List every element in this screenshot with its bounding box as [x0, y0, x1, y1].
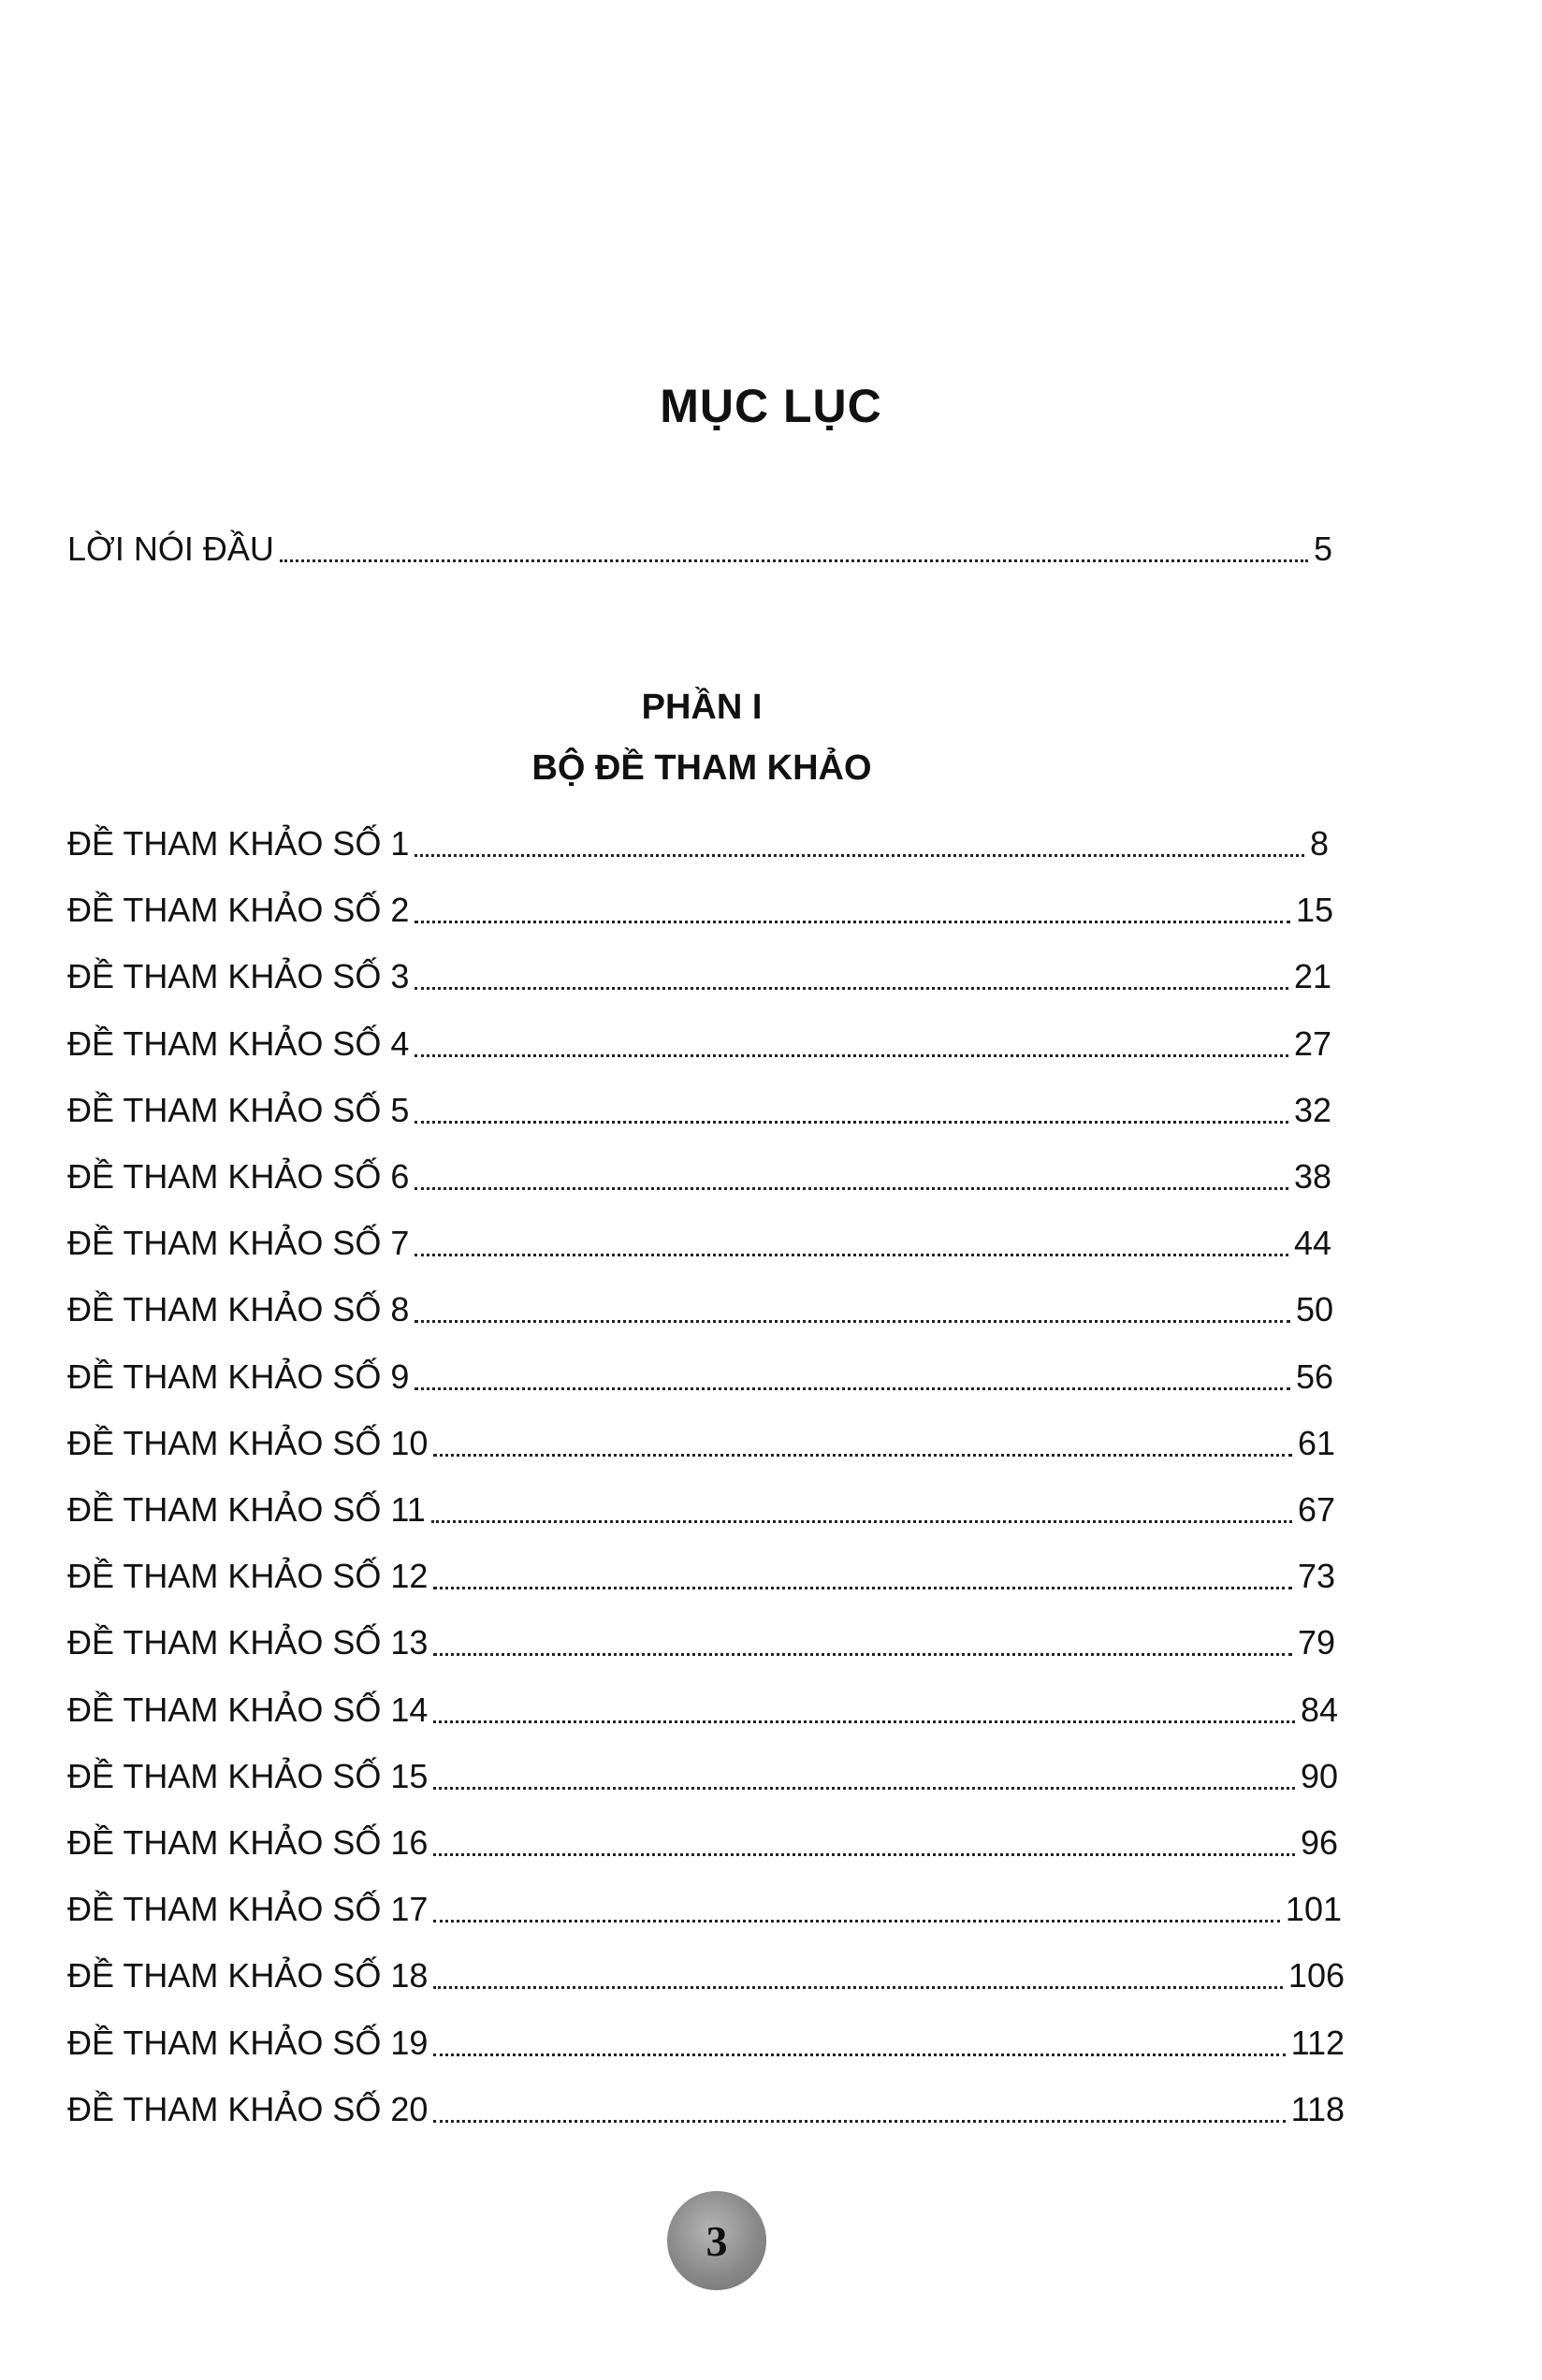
toc-entry	[67, 1822, 1338, 1864]
toc-entry	[67, 1556, 1335, 1597]
toc-entry-page: 32	[1293, 1091, 1331, 1129]
dot-leader	[415, 921, 1290, 923]
toc-entry-page: 106	[1287, 1956, 1345, 1995]
page-number-badge: 3	[667, 2191, 766, 2290]
toc-entry	[67, 1889, 1342, 1930]
toc-entry-label: ĐỀ THAM KHẢO SỐ 7	[67, 1224, 410, 1262]
toc-entry-label: ĐỀ THAM KHẢO SỐ 3	[67, 957, 410, 995]
toc-entry	[67, 1756, 1338, 1797]
toc-entry-page: 5	[1313, 530, 1332, 568]
toc-entry	[67, 1023, 1331, 1065]
toc-entry-label: ĐỀ THAM KHẢO SỐ 13	[67, 1623, 429, 1662]
dot-leader	[415, 1387, 1290, 1390]
toc-entry-page: 38	[1293, 1157, 1331, 1196]
toc-entry	[67, 1156, 1331, 1197]
toc-entry	[67, 956, 1331, 997]
dot-leader	[415, 1254, 1288, 1256]
toc-entry-page: 79	[1297, 1623, 1335, 1662]
toc-entry-preface	[67, 529, 1332, 570]
toc-entry-page: 67	[1297, 1490, 1335, 1529]
toc-entry-label: ĐỀ THAM KHẢO SỐ 5	[67, 1091, 410, 1129]
toc-entry-label: ĐỀ THAM KHẢO SỐ 12	[67, 1557, 429, 1595]
toc-entry-page: 112	[1290, 2024, 1345, 2062]
dot-leader	[433, 1787, 1295, 1790]
toc-entry	[67, 1090, 1331, 1131]
toc-entry-page: 84	[1300, 1691, 1338, 1729]
toc-entry-page: 44	[1293, 1224, 1331, 1262]
dot-leader	[415, 854, 1304, 857]
dot-leader	[433, 1587, 1292, 1589]
toc-entry	[67, 2089, 1345, 2130]
toc-entry-label: ĐỀ THAM KHẢO SỐ 9	[67, 1357, 410, 1396]
dot-leader	[433, 2053, 1285, 2056]
toc-entry	[67, 1489, 1335, 1531]
toc-entry-label: ĐỀ THAM KHẢO SỐ 18	[67, 1956, 429, 1995]
toc-entry	[67, 1955, 1345, 1996]
toc-entry-page: 8	[1309, 824, 1329, 863]
toc-entry-page: 90	[1300, 1757, 1338, 1795]
toc-entry-label: ĐỀ THAM KHẢO SỐ 2	[67, 891, 410, 929]
toc-entry-page: 27	[1293, 1024, 1331, 1063]
dot-leader	[415, 1054, 1288, 1057]
toc-entry	[67, 1289, 1333, 1330]
dot-leader	[433, 1653, 1292, 1656]
dot-leader	[415, 987, 1288, 990]
dot-leader	[433, 1454, 1292, 1457]
dot-leader	[415, 1320, 1290, 1323]
part-subheading: BỘ ĐỀ THAM KHẢO	[531, 748, 872, 788]
toc-entry-page: 56	[1295, 1357, 1333, 1396]
toc-entry-label: ĐỀ THAM KHẢO SỐ 1	[67, 824, 410, 863]
page-title: MỤC LỤC	[660, 380, 882, 432]
dot-leader	[415, 1187, 1288, 1190]
toc-entry	[67, 1690, 1338, 1731]
dot-leader	[433, 2120, 1285, 2123]
toc-entry-page: 61	[1297, 1424, 1335, 1462]
toc-entry-page: 21	[1293, 957, 1331, 995]
toc-entry-label: ĐỀ THAM KHẢO SỐ 17	[67, 1890, 429, 1928]
dot-leader	[431, 1520, 1292, 1523]
toc-entry	[67, 823, 1329, 864]
toc-entry-page: 96	[1300, 1823, 1338, 1862]
toc-entry	[67, 1357, 1333, 1398]
toc-entry	[67, 1223, 1331, 1264]
toc-entry-label: ĐỀ THAM KHẢO SỐ 10	[67, 1424, 429, 1462]
toc-entry-page: 15	[1295, 891, 1333, 929]
toc-entry-page: 50	[1295, 1290, 1333, 1328]
toc-entry-label: ĐỀ THAM KHẢO SỐ 20	[67, 2090, 429, 2128]
toc-entry-label: ĐỀ THAM KHẢO SỐ 19	[67, 2024, 429, 2062]
toc-entry	[67, 1622, 1335, 1663]
toc-entry	[67, 890, 1333, 931]
toc-entry-page: 118	[1290, 2090, 1345, 2128]
dot-leader	[433, 1986, 1282, 1989]
toc-entry-label: LỜI NÓI ĐẦU	[67, 530, 274, 568]
dot-leader	[280, 559, 1308, 562]
dot-leader	[415, 1121, 1288, 1124]
dot-leader	[433, 1920, 1279, 1923]
toc-entry-label: ĐỀ THAM KHẢO SỐ 16	[67, 1823, 429, 1862]
toc-entry-label: ĐỀ THAM KHẢO SỐ 11	[67, 1490, 426, 1529]
toc-entry	[67, 1423, 1335, 1464]
toc-entry-page: 73	[1297, 1557, 1335, 1595]
toc-entry-label: ĐỀ THAM KHẢO SỐ 14	[67, 1691, 429, 1729]
toc-entry-label: ĐỀ THAM KHẢO SỐ 8	[67, 1290, 410, 1328]
toc-entry-label: ĐỀ THAM KHẢO SỐ 6	[67, 1157, 410, 1196]
dot-leader	[433, 1720, 1295, 1723]
toc-entry	[67, 2023, 1345, 2064]
part-heading: PHẦN I	[641, 688, 763, 727]
toc-entry-label: ĐỀ THAM KHẢO SỐ 4	[67, 1024, 410, 1063]
dot-leader	[433, 1853, 1295, 1856]
toc-entry-label: ĐỀ THAM KHẢO SỐ 15	[67, 1757, 429, 1795]
toc-entry-page: 101	[1285, 1890, 1342, 1928]
